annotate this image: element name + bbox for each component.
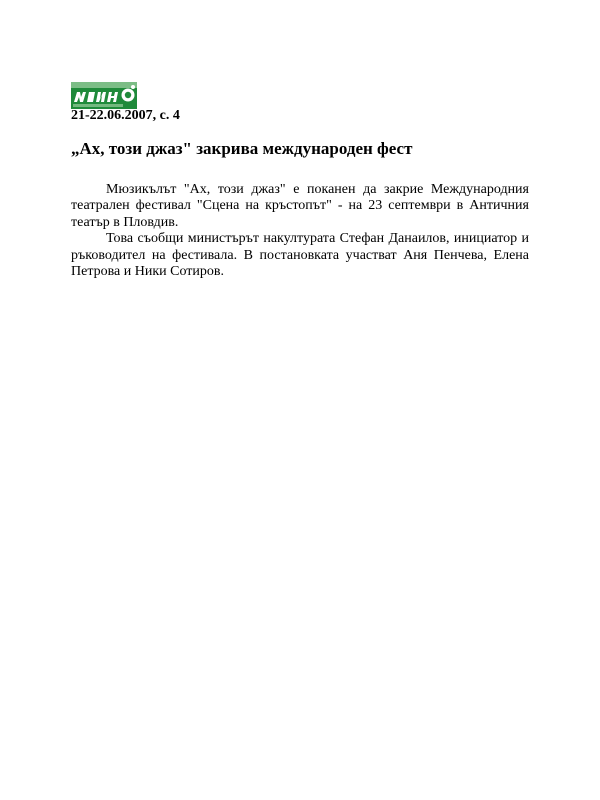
article-paragraph: Това съобщи министърът накултурата Стефан Данаилов, инициатор и ръководител на фестивала. В постановката участват Аня Пенчева, Елена Петрова и Ники Сотиров. (71, 231, 529, 280)
publication-date-page: 21-22.06.2007, с. 4 (71, 108, 180, 123)
article-headline: „Ах, този джаз" закрива международен фест (71, 139, 413, 158)
novinar-newspaper-logo-icon (71, 82, 137, 109)
article-body (71, 182, 529, 280)
article-paragraph: Мюзикълът "Ах, този джаз" е поканен да закрие Международния театрален фестивал "Сцена на кръстопът" - на 23 септември в Античния театър в Пловдив. (71, 182, 529, 230)
